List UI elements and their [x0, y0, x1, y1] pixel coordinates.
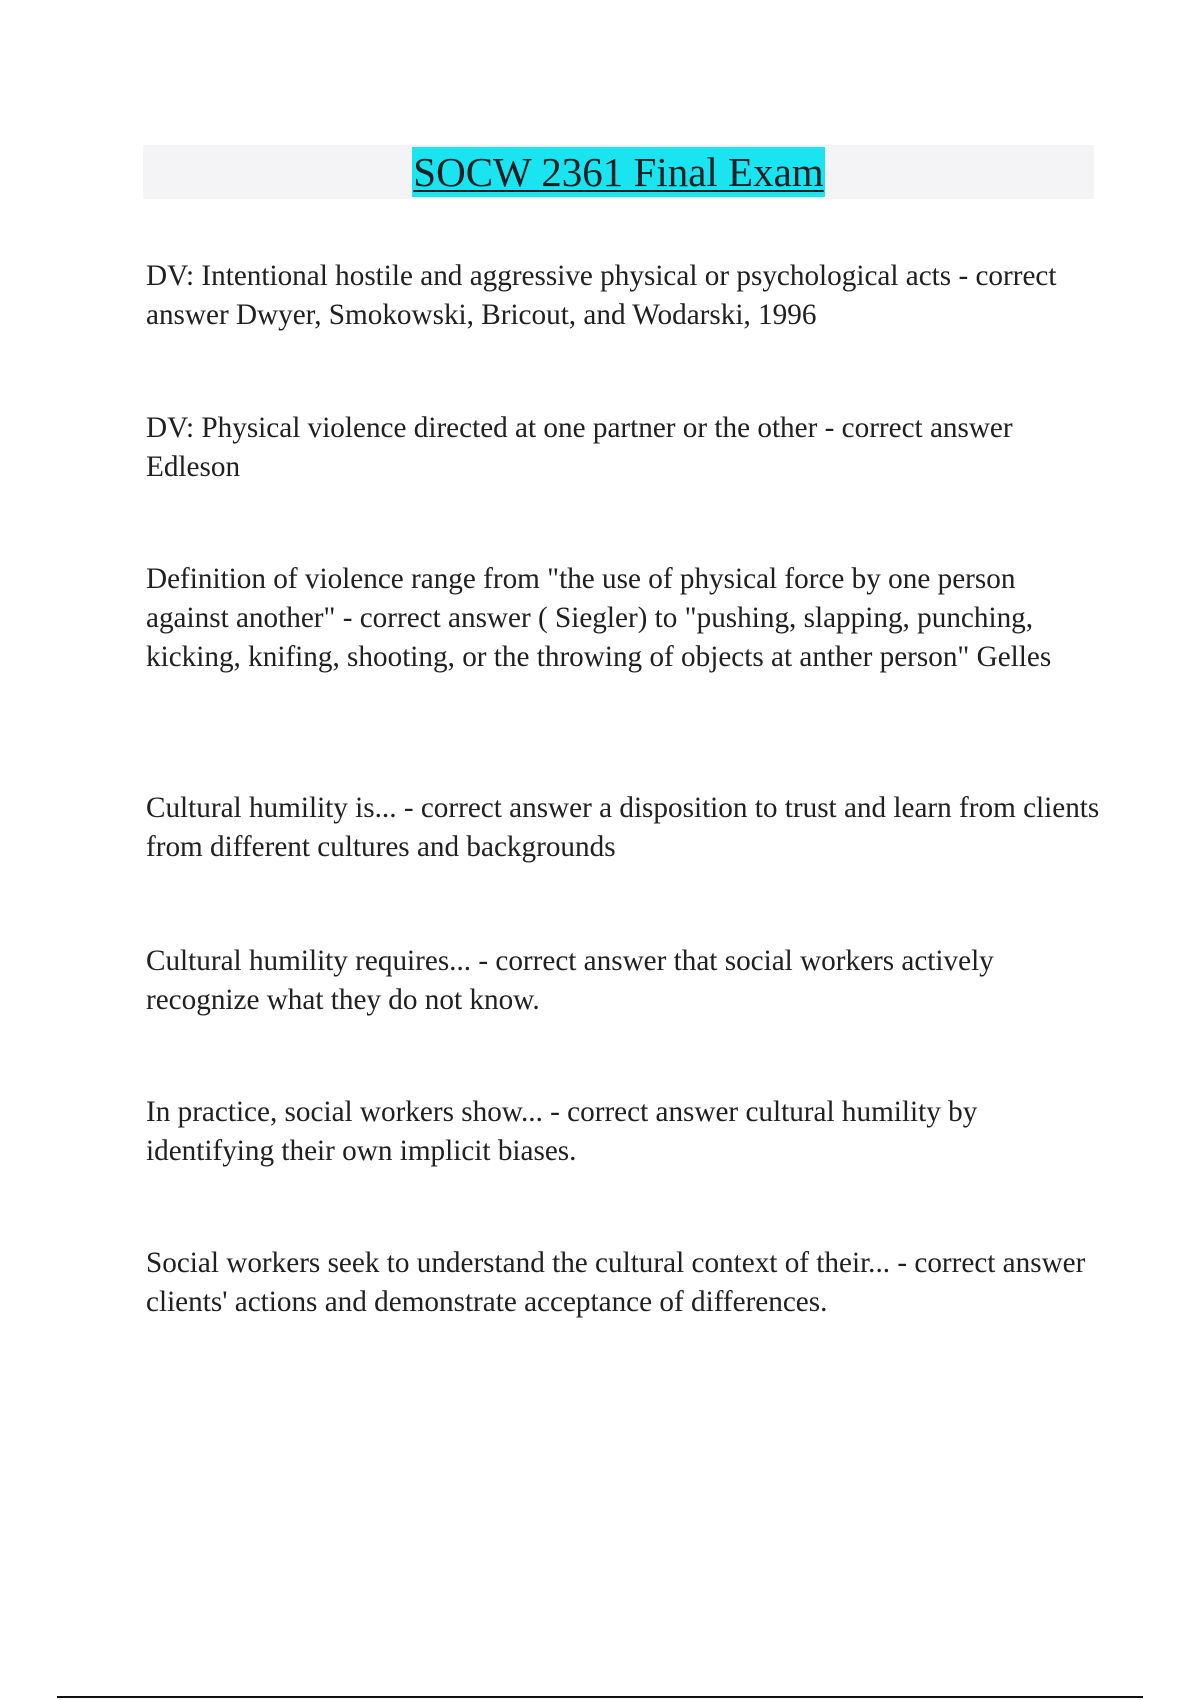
page-bottom-divider — [57, 1696, 1143, 1698]
qa-entry-4: Cultural humility is... - correct answer a disposition to trust and learn from clients from different cultures and backgrounds — [146, 792, 1100, 863]
page-title — [143, 145, 1094, 199]
qa-entry-7: Social workers seek to understand the cultural context of their... - correct answer clients' actions and demonstrate acceptance of differences. — [146, 1247, 1086, 1318]
qa-entry-5: Cultural humility requires... - correct answer that social workers actively recognize what they do not know. — [146, 945, 994, 1016]
qa-entry-6: In practice, social workers show... - correct answer cultural humility by identifying their own implicit biases. — [146, 1096, 978, 1167]
title-band — [143, 145, 1094, 199]
page-title-text: SOCW 2361 Final Exam — [413, 149, 824, 195]
qa-entry-3: Definition of violence range from "the use of physical force by one person against another" - correct answer ( Siegler) to "pushing, slapping, punching, kicking, knifing, shooting, or the throwing of objects at anther person" Gelles — [146, 563, 1052, 673]
qa-entry-1: DV: Intentional hostile and aggressive physical or psychological acts - correct answer Dwyer, Smokowski, Bricout, and Wodarski, 1996 — [146, 260, 1057, 331]
qa-entry-2: DV: Physical violence directed at one partner or the other - correct answer Edleson — [146, 412, 1013, 483]
